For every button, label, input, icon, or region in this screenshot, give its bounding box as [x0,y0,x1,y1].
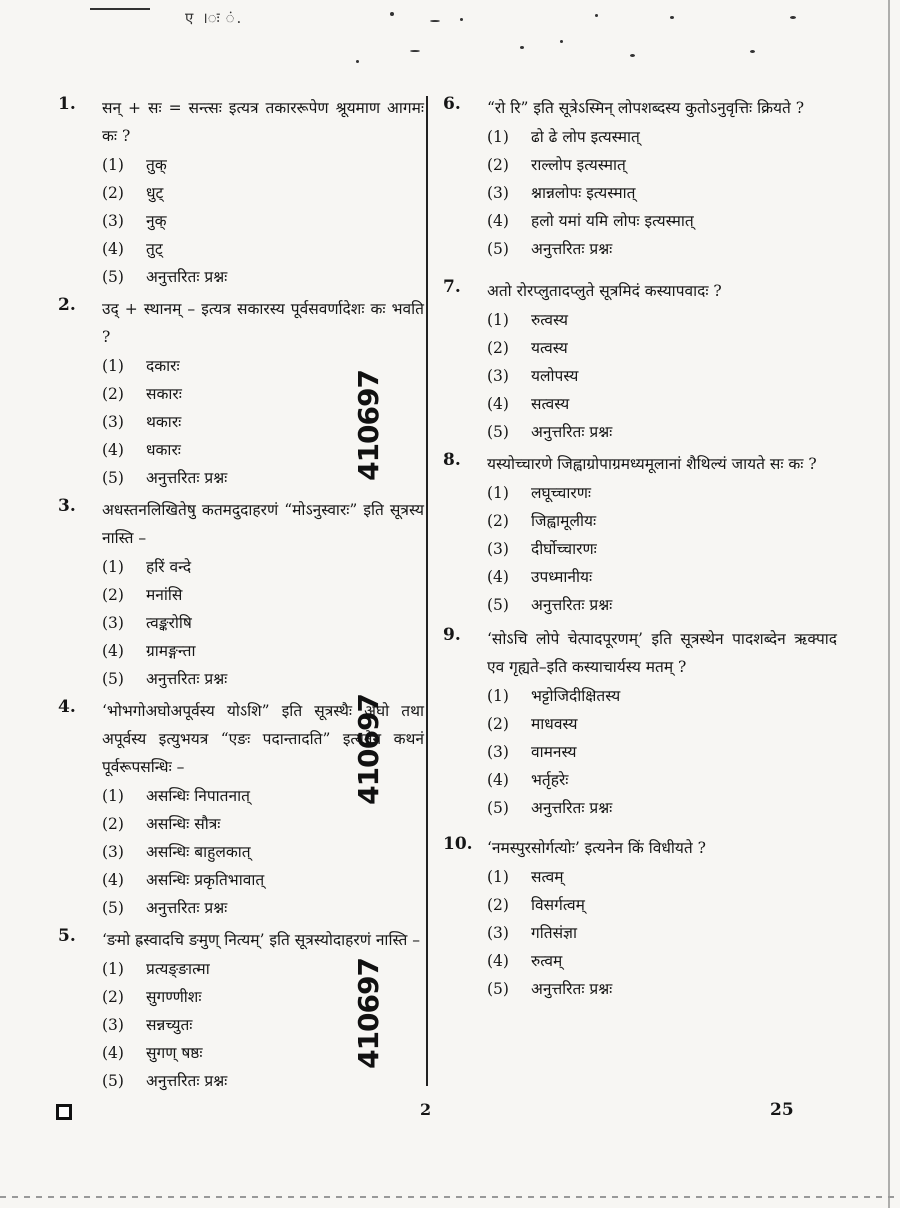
question-item [437,277,837,446]
question-text: ‘नमस्पुरसोर्गत्योः’ इत्यनेन किं विधीयते ? [487,839,706,857]
option-text: अनुत्तरितः प्रश्नः [531,240,613,258]
option-number: (4) [487,771,509,789]
scan-speck [595,14,598,17]
question-text: “रो रि” इति सूत्रेऽस्मिन् लोपशब्दस्य कुतोऽनुवृत्तिः क्रियते ? [487,99,805,117]
option-number: (4) [102,642,124,660]
option-list [487,123,837,263]
footer-sheet-number: 25 [770,1100,794,1120]
option-item [487,390,837,418]
option-text: हरिं वन्दे [146,558,192,576]
option-text: सन्नच्युतः [146,1016,193,1034]
option-number: (3) [487,367,509,385]
scan-speck [430,20,440,22]
scan-speck [356,60,359,63]
option-text: राल्लोप इत्यस्मात् [531,156,626,174]
option-text: यलोपस्य [531,367,579,385]
option-item [102,866,424,894]
scan-speck [790,16,796,19]
option-list [102,553,424,693]
option-item [487,891,837,919]
question-number: 2. [58,295,76,315]
option-item [487,794,837,822]
option-item [487,507,837,535]
option-text: सुगण्णीशः [146,988,202,1006]
option-number: (2) [102,988,124,1006]
option-text: थकारः [146,413,182,431]
option-text: अनुत्तरितः प्रश्नः [146,469,228,487]
scan-speck [410,50,420,52]
option-number: (3) [102,1016,124,1034]
option-number: (4) [487,212,509,230]
top-scan-marks [0,0,900,80]
option-number: (5) [102,268,124,286]
option-number: (5) [102,899,124,917]
option-number: (3) [102,614,124,632]
option-item [487,563,837,591]
option-text: रुत्वस्य [531,311,569,329]
option-item [487,947,837,975]
option-number: (2) [487,339,509,357]
option-list [102,151,424,291]
scan-speck [670,16,674,19]
option-item [102,894,424,922]
question-item [437,450,837,619]
option-item [487,306,837,334]
option-item [102,1067,424,1095]
option-number: (5) [487,423,509,441]
option-text: लघूच्चारणः [531,484,592,502]
option-number: (3) [102,843,124,861]
option-item [487,207,837,235]
option-item [102,207,424,235]
option-text: गतिसंज्ञा [531,924,578,942]
option-number: (2) [102,815,124,833]
scan-line [90,8,150,10]
option-number: (4) [102,1044,124,1062]
option-number: (2) [102,586,124,604]
option-number: (5) [487,799,509,817]
option-number: (1) [487,128,509,146]
option-number: (5) [102,469,124,487]
option-item [102,553,424,581]
option-text: असन्धिः सौत्रः [146,815,221,833]
option-text: वामनस्य [531,743,577,761]
option-text: अनुत्तरितः प्रश्नः [531,596,613,614]
question-text: सन् + सः = सन्त्सः इत्यत्र तकाररूपेण श्रूयमाण आगमः कः ? [102,99,424,145]
option-text: सत्वम् [531,868,564,886]
option-text: धुट् [146,184,164,202]
option-item [487,766,837,794]
option-number: (1) [487,687,509,705]
option-number: (2) [487,512,509,530]
option-text: सुगण् षष्ठः [146,1044,203,1062]
option-number: (1) [487,311,509,329]
footer-page-number: 2 [420,1100,432,1119]
question-number: 8. [443,450,461,470]
question-item [52,496,424,693]
option-text: उपध्मानीयः [531,568,593,586]
option-number: (3) [102,413,124,431]
option-text: भट्टोजिदीक्षितस्य [531,687,621,705]
option-text: असन्धिः बाहुलकात् [146,843,251,861]
question-item [437,94,837,263]
question-item [437,834,837,1003]
option-item [487,919,837,947]
option-text: सकारः [146,385,182,403]
option-number: (1) [102,787,124,805]
question-number: 4. [58,697,76,717]
option-number: (2) [487,896,509,914]
option-text: अनुत्तरितः प्रश्नः [531,423,613,441]
scan-speck [560,40,563,43]
option-text: अनुत्तरितः प्रश्नः [146,268,228,286]
question-item [437,625,837,822]
option-text: रुत्वम् [531,952,563,970]
option-text: भर्तृहरेः [531,771,569,789]
option-number: (3) [487,540,509,558]
option-text: ढो ढे लोप इत्यस्मात् [531,128,640,146]
right-question-column [437,94,837,1007]
option-item [487,235,837,263]
option-number: (1) [102,156,124,174]
option-text: अनुत्तरितः प्रश्नः [146,670,228,688]
option-text: असन्धिः निपातनात् [146,787,250,805]
question-text: ‘भोभगोअघोअपूर्वस्य योऽशि” इति सूत्रस्थैः अघो तथा अपूर्वस्य इत्युभयत्र “एङः पदान्तादति” इत्यनेन कथनं पूर्वरूपसन्धिः – [102,702,424,776]
option-number: (1) [102,558,124,576]
option-text: श्नान्नलोपः इत्यस्मात् [531,184,636,202]
option-item [102,235,424,263]
option-item [487,535,837,563]
option-list [487,863,837,1003]
option-item [487,334,837,362]
option-text: मनांसि [146,586,183,604]
option-text: प्रत्यङ्ङात्मा [146,960,210,978]
option-item [487,123,837,151]
option-number: (4) [102,871,124,889]
option-item [102,151,424,179]
option-number: (5) [487,596,509,614]
option-text: अनुत्तरितः प्रश्नः [146,1072,228,1090]
option-number: (3) [487,184,509,202]
option-item [102,581,424,609]
option-text: अनुत्तरितः प्रश्नः [531,799,613,817]
option-item [487,179,837,207]
option-number: (5) [102,1072,124,1090]
serial-number-stamp: 410697 [352,958,385,1069]
serial-number-stamp: 410697 [352,694,385,805]
option-number: (3) [487,924,509,942]
option-item [102,665,424,693]
option-text: जिह्वामूलीयः [531,512,597,530]
option-item [487,479,837,507]
option-text: हलो यमां यमि लोपः इत्यस्मात् [531,212,694,230]
option-number: (4) [487,952,509,970]
option-text: असन्धिः प्रकृतिभावात् [146,871,265,889]
bottom-scan-line [0,1196,900,1198]
scan-speck [750,50,755,53]
option-item [102,838,424,866]
question-number: 9. [443,625,461,645]
option-number: (2) [487,715,509,733]
option-text: धकारः [146,441,181,459]
option-text: तुट् [146,240,163,258]
option-text: अनुत्तरितः प्रश्नः [146,899,228,917]
option-item [487,418,837,446]
option-number: (5) [102,670,124,688]
scan-speck [520,46,524,49]
option-text: विसर्गत्वम् [531,896,585,914]
option-item [487,591,837,619]
option-item [102,637,424,665]
option-item [487,682,837,710]
option-number: (1) [102,357,124,375]
option-item [487,738,837,766]
option-number: (2) [102,385,124,403]
option-text: त्वङ्करोषि [146,614,192,632]
option-list [487,306,837,446]
option-number: (1) [487,484,509,502]
question-number: 7. [443,277,461,297]
question-number: 5. [58,926,76,946]
left-question-column [52,94,424,1099]
option-list [487,479,837,619]
option-number: (4) [102,240,124,258]
column-divider [426,96,428,1086]
option-item [102,179,424,207]
option-item [487,151,837,179]
question-item [52,94,424,291]
scan-speck [390,12,394,16]
question-text: ‘सोऽचि लोपे चेत्पादपूरणम्’ इति सूत्रस्थेन पादशब्देन ऋक्पाद एव गृह्यते–इति कस्याचार्यस्य मतम् ? [487,630,837,676]
option-item [102,810,424,838]
question-number: 6. [443,94,461,114]
option-text: यत्वस्य [531,339,568,357]
option-number: (3) [102,212,124,230]
question-number: 3. [58,496,76,516]
option-text: माधवस्य [531,715,578,733]
question-text: उद् + स्थानम् – इत्यत्र सकारस्य पूर्वसवर्णादेशः कः भवति ? [102,300,424,346]
question-text: यस्योच्चारणे जिह्वाग्रोपाग्रमध्यमूलानां शैथिल्यं जायते सः कः ? [487,455,817,473]
option-number: (5) [487,980,509,998]
option-number: (1) [102,960,124,978]
option-number: (1) [487,868,509,886]
option-number: (2) [102,184,124,202]
option-text: तुक् [146,156,167,174]
question-number: 1. [58,94,76,114]
question-text: ‘ङमो ह्रस्वादचि ङमुण् नित्यम्’ इति सूत्रस्योदाहरणं नास्ति – [102,931,420,949]
option-text: ग्रामङ्गन्ता [146,642,196,660]
option-item [487,975,837,1003]
option-item [487,710,837,738]
option-text: नुक् [146,212,167,230]
option-number: (4) [487,395,509,413]
question-number: 10. [443,834,473,854]
option-number: (2) [487,156,509,174]
scan-speck [460,18,463,21]
option-text: अनुत्तरितः प्रश्नः [531,980,613,998]
option-number: (3) [487,743,509,761]
header-mark: ए ।ः ं. [185,9,244,27]
option-number: (4) [102,441,124,459]
option-item [487,362,837,390]
option-text: दीर्घोच्चारणः [531,540,597,558]
option-number: (4) [487,568,509,586]
option-text: दकारः [146,357,180,375]
option-item [102,609,424,637]
page-edge-shadow [888,0,890,1208]
option-number: (5) [487,240,509,258]
question-text: अतो रोरप्लुतादप्लुते सूत्रमिदं कस्यापवादः ? [487,282,722,300]
option-list [487,682,837,822]
option-text: सत्वस्य [531,395,570,413]
question-text: अधस्तनलिखितेषु कतमदुदाहरणं “मोऽनुस्वारः” इति सूत्रस्य नास्ति – [102,501,424,547]
scan-speck [630,54,635,57]
footer-square-mark [56,1104,72,1120]
option-item [487,863,837,891]
serial-number-stamp: 410697 [352,370,385,481]
option-item [102,263,424,291]
